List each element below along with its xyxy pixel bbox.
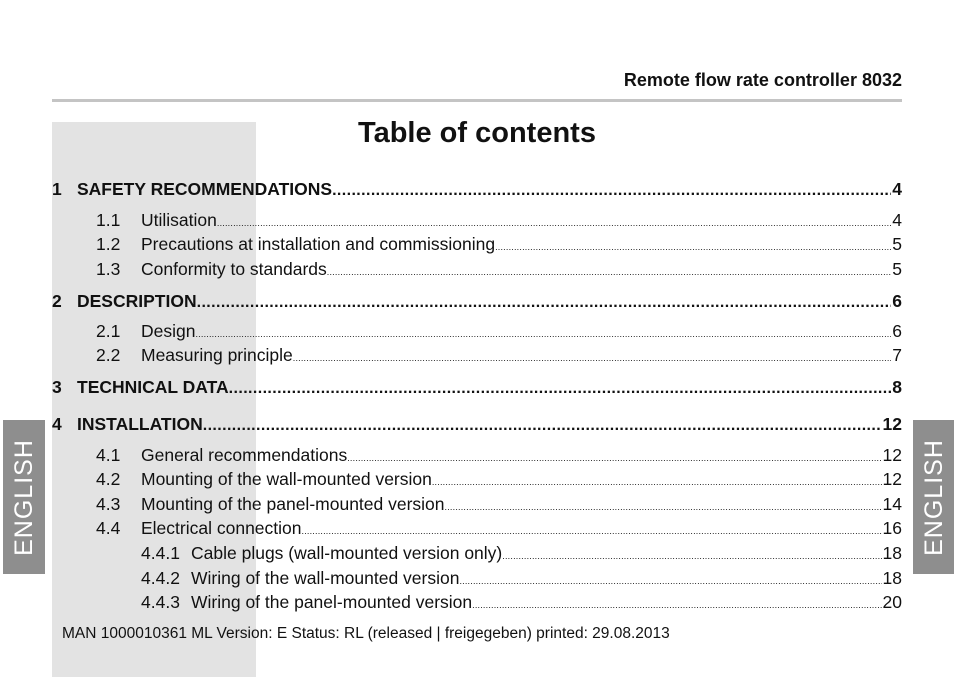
toc-page: 4 [892,179,902,199]
toc-number: 4.3 [96,494,121,514]
toc-title: INSTALLATION [77,414,203,434]
toc-leader-dots [217,218,891,228]
toc-page: 18 [882,568,902,588]
toc-leader-dots [203,417,882,435]
toc-page: 4 [892,210,902,230]
toc-number: 4.4.2 [141,568,180,588]
toc-leader-dots [347,453,881,463]
toc-page: 6 [892,321,902,341]
toc-number: 2.1 [96,321,121,341]
toc-page: 18 [882,543,902,563]
toc-number: 1.1 [96,210,121,230]
toc-page: 12 [882,414,902,434]
toc-entry-1-2[interactable] [96,234,902,255]
language-tab-left-label: ENGLISH [9,438,38,556]
toc-entry-1-3[interactable] [96,259,902,280]
toc-leader-dots [472,600,881,610]
toc-leader-dots [302,526,882,536]
toc-leader-dots [195,329,891,339]
toc-page: 12 [882,469,902,489]
toc-number: 4 [52,414,62,434]
language-tab-right [913,420,954,574]
toc-title: Mounting of the wall-mounted version [141,469,432,489]
toc-entry-4-4[interactable] [96,518,902,539]
toc-entry-4-3[interactable] [96,494,902,515]
toc-page: 5 [892,234,902,254]
toc-number: 4.4 [96,518,121,538]
toc-page: 14 [882,494,902,514]
toc-title: General recommendations [141,445,348,465]
toc-page: 5 [892,259,902,279]
language-tab-right-label: ENGLISH [919,438,948,556]
toc-title: Electrical connection [141,518,302,538]
toc-entry-1-1[interactable] [96,210,902,231]
toc-leader-dots [197,294,892,312]
toc-page: 8 [892,377,902,397]
toc-entry-4-2[interactable] [96,469,902,490]
toc-leader-dots [432,477,882,487]
toc-entry-4[interactable] [52,414,902,435]
toc-page: 12 [882,445,902,465]
toc-page: 20 [882,592,902,612]
toc-number: 4.4.3 [141,592,180,612]
toc-entry-2-2[interactable] [96,345,902,366]
toc-title: Mounting of the panel-mounted version [141,494,445,514]
toc-leader-dots [332,182,891,200]
toc-number: 1 [52,179,62,199]
toc-title: Design [141,321,196,341]
toc-page: 16 [882,518,902,538]
toc-entry-2[interactable] [52,291,902,312]
toc-number: 4.4.1 [141,543,180,563]
toc-number: 2 [52,291,62,311]
toc-entry-4-1[interactable] [96,445,902,466]
page-title: Table of contents [358,117,596,149]
toc-entry-3[interactable] [52,377,902,398]
toc-number: 4.1 [96,445,121,465]
toc-number: 1.3 [96,259,121,279]
toc-entry-4-4-1[interactable] [141,543,902,564]
toc-entry-2-1[interactable] [96,321,902,342]
toc-title: DESCRIPTION [77,291,197,311]
toc-entry-4-4-3[interactable] [141,592,902,613]
toc-leader-dots [327,267,891,277]
toc-leader-dots [502,551,881,561]
toc-number: 2.2 [96,345,121,365]
toc-number: 1.2 [96,234,121,254]
toc-leader-dots [229,380,892,398]
toc-title: Wiring of the panel-mounted version [191,592,473,612]
toc-title: TECHNICAL DATA [77,377,229,397]
toc-leader-dots [459,576,881,586]
toc-title: Precautions at installation and commissioning [141,234,496,254]
toc-leader-dots [495,242,891,252]
toc-leader-dots [445,502,882,512]
toc-number: 3 [52,377,62,397]
toc-page: 6 [892,291,902,311]
toc-leader-dots [293,353,892,363]
header-title: Remote flow rate controller 8032 [623,70,902,90]
footer-document-info: MAN 1000010361 ML Version: E Status: RL (released | freigegeben) printed: 29.08.2013 [62,625,670,642]
header-rule [52,99,902,102]
toc-number: 4.2 [96,469,121,489]
toc-title: Measuring principle [141,345,293,365]
toc-page: 7 [892,345,902,365]
toc-title: Wiring of the wall-mounted version [191,568,460,588]
toc-title: Conformity to standards [141,259,327,279]
language-tab-left [3,420,45,574]
toc-title: Cable plugs (wall-mounted version only) [191,543,503,563]
toc-title: Utilisation [141,210,217,230]
toc-title: SAFETY RECOMMENDATIONS [77,179,333,199]
toc-entry-1[interactable] [52,179,902,200]
toc-entry-4-4-2[interactable] [141,568,902,589]
